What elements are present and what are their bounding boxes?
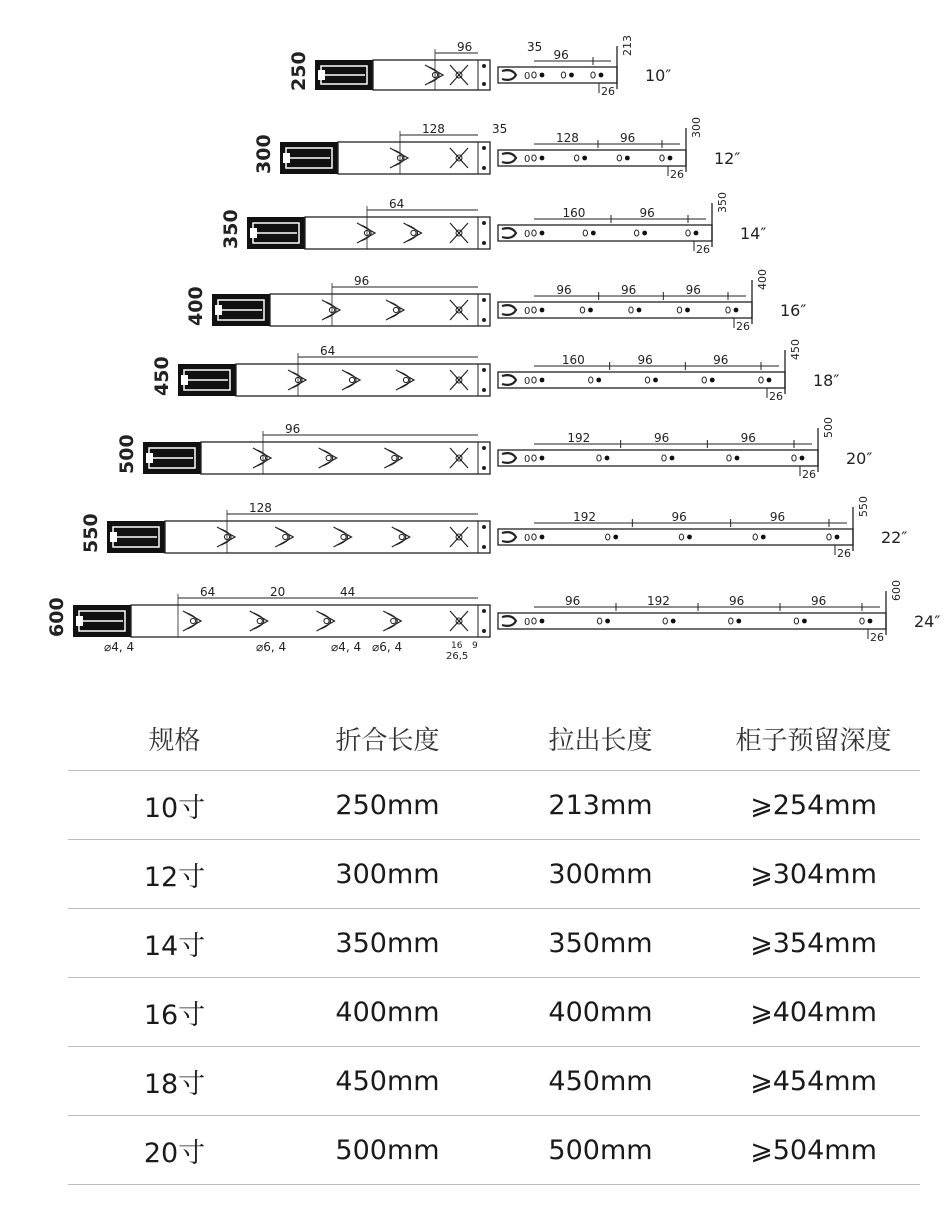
table-row bbox=[68, 1116, 920, 1185]
hole-callout: ⌀6, 4 bbox=[256, 640, 287, 654]
left-rail-body bbox=[201, 442, 490, 474]
dimension-label: 96 bbox=[354, 274, 370, 288]
rivet bbox=[482, 146, 486, 150]
dimension-label: 96 bbox=[729, 594, 745, 608]
left-rail-body bbox=[236, 364, 490, 396]
rail-rivet bbox=[835, 535, 840, 540]
zero-mark: 0 bbox=[524, 454, 531, 465]
hole-callout: ⌀4, 4 bbox=[104, 640, 135, 654]
cell-extended: 500mm bbox=[548, 1134, 653, 1166]
inch-size-label: 24″ bbox=[914, 612, 941, 631]
rail-250 bbox=[288, 35, 671, 98]
mechanism-detail bbox=[318, 70, 325, 80]
cell-depth: ⩾454mm bbox=[750, 1065, 877, 1097]
header-folded-length: 折合长度 bbox=[335, 725, 440, 756]
rail-rivet bbox=[736, 619, 741, 624]
cell-depth: ⩾304mm bbox=[750, 858, 877, 890]
zero-mark: 0 bbox=[524, 617, 531, 628]
rail-rivet bbox=[670, 456, 675, 461]
dimension-label: 96 bbox=[553, 48, 569, 62]
extension-length-label: 400 bbox=[756, 269, 769, 290]
rail-rivet bbox=[687, 535, 692, 540]
rail-rivet bbox=[540, 73, 545, 78]
dimension-label: 128 bbox=[249, 501, 272, 515]
rail-length-label: 500 bbox=[116, 434, 138, 474]
dimension-label: 26,5 bbox=[446, 651, 469, 662]
dimension-label: 192 bbox=[567, 431, 591, 445]
dimension-label: 192 bbox=[573, 510, 597, 524]
rivet bbox=[482, 368, 486, 372]
cell-extended: 400mm bbox=[548, 996, 653, 1028]
rivet bbox=[482, 82, 486, 86]
dimension-label: 35 bbox=[492, 122, 508, 136]
dimension-label: 96 bbox=[285, 422, 301, 436]
dimension-label: 96 bbox=[811, 594, 827, 608]
rail-rivet bbox=[569, 73, 574, 78]
cell-extended: 300mm bbox=[548, 858, 653, 890]
rail-length-label: 350 bbox=[220, 209, 242, 249]
dimension-label: 96 bbox=[769, 510, 786, 524]
dimension-label: 64 bbox=[389, 197, 405, 211]
table-row bbox=[68, 909, 920, 978]
cell-folded: 250mm bbox=[335, 789, 440, 821]
mechanism-detail bbox=[215, 305, 222, 315]
header-spec: 规格 bbox=[148, 725, 201, 756]
rail-rivet bbox=[605, 619, 610, 624]
dimension-label: 96 bbox=[637, 353, 653, 367]
rail-length-label: 600 bbox=[46, 597, 68, 637]
dimension-label: 192 bbox=[647, 594, 670, 608]
rail-rivet bbox=[540, 231, 545, 236]
rail-length-label: 300 bbox=[253, 134, 275, 174]
extension-length-label: 450 bbox=[789, 339, 802, 360]
bottom-dimension-label: 26 bbox=[769, 390, 783, 403]
cell-depth: ⩾404mm bbox=[750, 996, 877, 1028]
dimension-label: 96 bbox=[639, 206, 655, 220]
dimension-label: 64 bbox=[200, 585, 216, 599]
rails-layer bbox=[46, 35, 940, 662]
rail-450 bbox=[151, 339, 839, 403]
inch-size-label: 14″ bbox=[740, 224, 767, 243]
rail-rivet bbox=[694, 231, 699, 236]
cell-folded: 450mm bbox=[335, 1065, 440, 1097]
rail-rivet bbox=[868, 619, 873, 624]
mechanism-detail bbox=[181, 375, 188, 385]
dimension-label: 20 bbox=[270, 585, 286, 599]
bottom-dimension-label: 26 bbox=[837, 547, 851, 560]
rail-550 bbox=[80, 496, 907, 560]
rail-400 bbox=[185, 269, 806, 333]
dimension-label: 96 bbox=[713, 353, 729, 367]
rivet bbox=[482, 298, 486, 302]
extension-length-label: 500 bbox=[822, 417, 835, 438]
spec-table bbox=[68, 706, 920, 1185]
rail-600 bbox=[46, 580, 940, 644]
dimension-label: 9 bbox=[472, 641, 478, 651]
cell-spec: 14寸 bbox=[143, 930, 206, 962]
rail-rivet bbox=[653, 378, 658, 383]
rivet bbox=[482, 545, 486, 549]
dimension-label: 96 bbox=[621, 283, 637, 297]
mechanism-detail bbox=[146, 453, 153, 463]
cell-depth: ⩾504mm bbox=[750, 1134, 877, 1166]
dimension-label: 16 bbox=[451, 641, 463, 651]
zero-mark: 0 bbox=[524, 154, 531, 165]
rivet bbox=[482, 525, 486, 529]
cell-spec: 10寸 bbox=[143, 792, 206, 824]
dimension-label: 96 bbox=[654, 431, 670, 445]
bottom-dimension-label: 26 bbox=[870, 631, 884, 644]
dimension-label: 96 bbox=[457, 40, 473, 54]
inch-size-label: 16″ bbox=[780, 301, 807, 320]
table-row bbox=[68, 978, 920, 1047]
rail-length-label: 550 bbox=[80, 513, 102, 553]
rail-rivet bbox=[671, 619, 676, 624]
rail-rivet bbox=[605, 456, 610, 461]
rail-rivet bbox=[668, 156, 673, 161]
rail-500 bbox=[116, 417, 872, 481]
cell-extended: 213mm bbox=[548, 789, 653, 821]
cell-depth: ⩾254mm bbox=[750, 789, 877, 821]
header-extended-length: 拉出长度 bbox=[548, 725, 653, 756]
hole-callout: ⌀6, 4 bbox=[372, 640, 403, 654]
left-rail-body bbox=[165, 521, 490, 553]
rail-rivet bbox=[588, 308, 593, 313]
zero-mark: 0 bbox=[524, 306, 531, 317]
rivet bbox=[482, 241, 486, 245]
rail-300 bbox=[253, 117, 740, 181]
rail-rivet bbox=[761, 535, 766, 540]
extension-length-label: 550 bbox=[857, 496, 870, 517]
bottom-dimension-label: 26 bbox=[670, 168, 684, 181]
rail-rivet bbox=[734, 308, 739, 313]
mechanism-detail bbox=[110, 532, 117, 542]
table-row bbox=[68, 1047, 920, 1116]
rail-rivet bbox=[540, 156, 545, 161]
rivet bbox=[482, 466, 486, 470]
rail-rivet bbox=[637, 308, 642, 313]
rivet bbox=[482, 629, 486, 633]
dimension-label: 35 bbox=[527, 40, 543, 54]
dimension-label: 96 bbox=[620, 131, 636, 145]
rail-length-label: 450 bbox=[151, 356, 173, 396]
dimension-label: 64 bbox=[320, 344, 336, 358]
inch-size-label: 10″ bbox=[645, 66, 672, 85]
rail-rivet bbox=[625, 156, 630, 161]
zero-mark: 0 bbox=[524, 71, 531, 82]
rail-rivet bbox=[596, 378, 601, 383]
rail-rivet bbox=[540, 378, 545, 383]
dimension-label: 128 bbox=[422, 122, 445, 136]
rivet bbox=[482, 64, 486, 68]
rivet bbox=[482, 388, 486, 392]
left-rail-body bbox=[131, 605, 490, 637]
rail-rivet bbox=[735, 456, 740, 461]
dimension-label: 96 bbox=[671, 510, 687, 524]
cell-depth: ⩾354mm bbox=[750, 927, 877, 959]
inch-size-label: 12″ bbox=[714, 149, 741, 168]
cell-folded: 500mm bbox=[335, 1134, 440, 1166]
rail-rivet bbox=[599, 73, 604, 78]
mechanism-detail bbox=[250, 228, 257, 238]
dimension-label: 44 bbox=[340, 585, 356, 599]
table-row bbox=[68, 771, 920, 840]
dimension-label: 160 bbox=[562, 206, 586, 220]
inch-size-label: 22″ bbox=[881, 528, 908, 547]
rail-rivet bbox=[540, 535, 545, 540]
inch-size-label: 20″ bbox=[846, 449, 873, 468]
dimension-label: 96 bbox=[685, 283, 701, 297]
right-rail-body bbox=[498, 529, 853, 545]
bottom-dimension-label: 26 bbox=[736, 320, 750, 333]
rail-rivet bbox=[802, 619, 807, 624]
rail-rivet bbox=[582, 156, 587, 161]
table-header bbox=[68, 706, 920, 771]
cell-folded: 350mm bbox=[335, 927, 440, 959]
dimension-label: 160 bbox=[561, 353, 585, 367]
hole-callout: ⌀4, 4 bbox=[331, 640, 362, 654]
cell-folded: 300mm bbox=[335, 858, 440, 890]
rail-600-annotations bbox=[104, 640, 478, 662]
rail-length-label: 250 bbox=[288, 51, 310, 91]
rivet bbox=[482, 609, 486, 613]
rail-rivet bbox=[540, 308, 545, 313]
rail-350 bbox=[220, 192, 766, 256]
rivet bbox=[482, 446, 486, 450]
rivet bbox=[482, 221, 486, 225]
cell-folded: 400mm bbox=[335, 996, 440, 1028]
cell-extended: 450mm bbox=[548, 1065, 653, 1097]
rail-rivet bbox=[591, 231, 596, 236]
rail-rivet bbox=[540, 619, 545, 624]
rail-rivet bbox=[613, 535, 618, 540]
cell-spec: 16寸 bbox=[143, 999, 206, 1031]
bottom-dimension-label: 26 bbox=[696, 243, 710, 256]
dimension-label: 96 bbox=[565, 594, 581, 608]
inch-size-label: 18″ bbox=[813, 371, 840, 390]
left-rail-body bbox=[270, 294, 490, 326]
rivet bbox=[482, 166, 486, 170]
rail-rivet bbox=[685, 308, 690, 313]
cell-spec: 18寸 bbox=[143, 1068, 206, 1100]
right-rail-body bbox=[498, 450, 818, 466]
zero-mark: 0 bbox=[524, 533, 531, 544]
cell-extended: 350mm bbox=[548, 927, 653, 959]
extension-length-label: 213 bbox=[621, 35, 634, 56]
dimension-label: 96 bbox=[740, 431, 756, 445]
bottom-dimension-label: 26 bbox=[601, 85, 615, 98]
left-rail-body bbox=[338, 142, 490, 174]
table-row bbox=[68, 840, 920, 909]
mechanism-detail bbox=[283, 153, 290, 163]
dimension-label: 128 bbox=[556, 131, 579, 145]
cell-spec: 12寸 bbox=[143, 861, 206, 893]
rail-rivet bbox=[767, 378, 772, 383]
rivet bbox=[482, 318, 486, 322]
bottom-dimension-label: 26 bbox=[802, 468, 816, 481]
header-cabinet-depth: 柜子预留深度 bbox=[735, 725, 892, 756]
extension-length-label: 300 bbox=[690, 117, 703, 138]
rail-rivet bbox=[710, 378, 715, 383]
cell-spec: 20寸 bbox=[143, 1137, 206, 1169]
rail-rivet bbox=[800, 456, 805, 461]
rail-rivet bbox=[642, 231, 647, 236]
mechanism-detail bbox=[76, 616, 83, 626]
dimension-label: 96 bbox=[556, 283, 572, 297]
right-rail-body bbox=[498, 613, 886, 629]
extension-length-label: 350 bbox=[716, 192, 729, 213]
rail-length-label: 400 bbox=[185, 286, 207, 326]
zero-mark: 0 bbox=[524, 229, 531, 240]
left-rail-body bbox=[373, 60, 490, 90]
rail-rivet bbox=[540, 456, 545, 461]
zero-mark: 0 bbox=[524, 376, 531, 387]
extension-length-label: 600 bbox=[890, 580, 903, 601]
